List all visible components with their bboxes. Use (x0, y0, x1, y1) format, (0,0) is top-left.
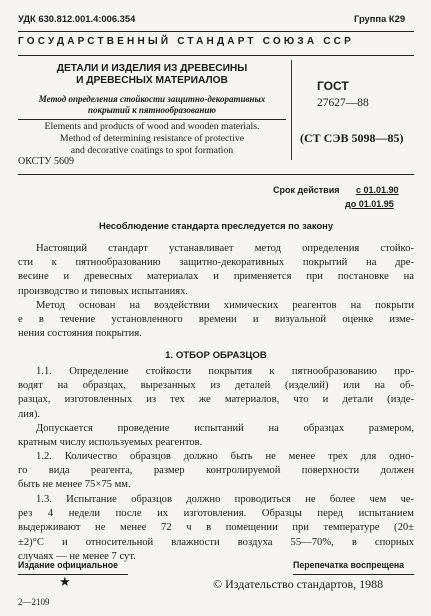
text-line: случаях — не менее 7 сут. (18, 550, 136, 562)
text-line: кратным числу используемых реагентов. (18, 437, 203, 449)
official-edition: Издание официальное (18, 560, 118, 570)
page-code: 2—2109 (18, 597, 50, 607)
section-heading: 1. ОТБОР ОБРАЗЦОВ (165, 350, 267, 361)
text-line: рез 4 недели после их изготовления. Образцы перед испытанием (18, 508, 414, 520)
text-line: выдерживают не менее 72 ч в помещении при температуре (20± (18, 522, 414, 534)
title-ru (18, 63, 286, 87)
text-line: 1.2. Количество образцов должно быть не менее трех для одно- (36, 451, 414, 462)
text-line: Допускается проведение испытаний на образцах размером, (36, 423, 414, 434)
validity-label: Срок действия (273, 185, 340, 195)
title-en-line: Elements and products of wood and wooden materials. (44, 121, 260, 132)
reprint-rule (293, 574, 414, 575)
text-line: весине и древесных материалах и применяется при постановке на (18, 271, 414, 283)
subtitle-ru-line: Метод определения стойкости защитно-декоративных (38, 94, 266, 104)
validity-from: с 01.01.90 (356, 185, 399, 195)
reprint-prohibited: Перепечатка воспрещена (293, 560, 405, 570)
title-en-line: and decorative coatings to spot formation (70, 145, 234, 156)
star-icon: ★ (59, 574, 71, 589)
text-line: 1.3. Испытание образцов должно проводиться не более чем че- (36, 494, 414, 505)
text-line: лия). (18, 408, 41, 420)
okstu-code: ОКСТУ 5609 (18, 156, 75, 167)
subtitle-ru-line: покрытий к пятнообразованию (88, 105, 216, 115)
text-line: го вида реагента, размер контролируемой поверхности должен (18, 465, 414, 477)
st-sev-number: (СТ СЭВ 5098—85) (300, 131, 404, 145)
official-edition-rule (18, 574, 128, 575)
text-line: производство и типовых испытаниях. (18, 285, 189, 297)
title-divider (18, 119, 286, 120)
text-line: е в течение установленного времени и визуальной оценке изме- (18, 314, 414, 326)
banner-rule (18, 55, 414, 56)
legal-notice: Несоблюдение стандарта преследуется по закону (98, 220, 334, 231)
text-line: разцах, изготовленных из тех же материалов, что и детали (изде- (18, 394, 414, 406)
title-en-line: Method of determining resistance of protective (59, 133, 245, 144)
title-ru-line: И ДРЕВЕСНЫХ МАТЕРИАЛОВ (76, 75, 228, 86)
gost-number: 27627—88 (317, 97, 369, 109)
validity-to: до 01.01.95 (345, 199, 394, 209)
text-line: сти к пятнообразованию защитно-декоративных покрытий на дре- (18, 257, 414, 269)
clause-1-1 (18, 365, 414, 422)
text-line: Настоящий стандарт устанавливает метод определения стойко- (36, 243, 414, 254)
gost-label: ГОСТ (317, 79, 349, 93)
text-line: ±2)°С и относительной влажности воздуха 55—70%, в спорных (18, 536, 414, 548)
text-line: быть не менее 75×75 мм. (18, 479, 131, 491)
text-line: нения состояния покрытия. (18, 328, 142, 340)
subtitle-ru (18, 94, 286, 116)
copyright: © Издательство стандартов, 1988 (213, 577, 384, 591)
text-line: Метод основан на воздействии химических реагентов на покрыти (36, 300, 414, 311)
intro-paragraph-1 (18, 242, 414, 299)
title-block-rule (18, 174, 414, 175)
intro-paragraph-2 (18, 299, 414, 342)
vertical-divider (291, 60, 292, 160)
title-ru-line: ДЕТАЛИ И ИЗДЕЛИЯ ИЗ ДРЕВЕСИНЫ (56, 63, 248, 74)
clause-1-2 (18, 450, 414, 493)
group-code: Группа К29 (354, 13, 406, 24)
clause-1-3 (18, 493, 414, 564)
title-en (18, 121, 286, 157)
clause-1-1-allowance (18, 422, 414, 450)
state-standard-banner: ГОСУДАРСТВЕННЫЙ СТАНДАРТ СОЮЗА ССР (18, 36, 354, 47)
udc-code: УДК 630.812.001.4:006.354 (18, 13, 136, 24)
text-line: 1.1. Определение стойкости покрытия к пятнообразованию про- (36, 366, 414, 377)
text-line: водят на образцах, вырезанных из деталей (изделий) или на об- (18, 380, 414, 392)
header-rule (18, 31, 414, 32)
